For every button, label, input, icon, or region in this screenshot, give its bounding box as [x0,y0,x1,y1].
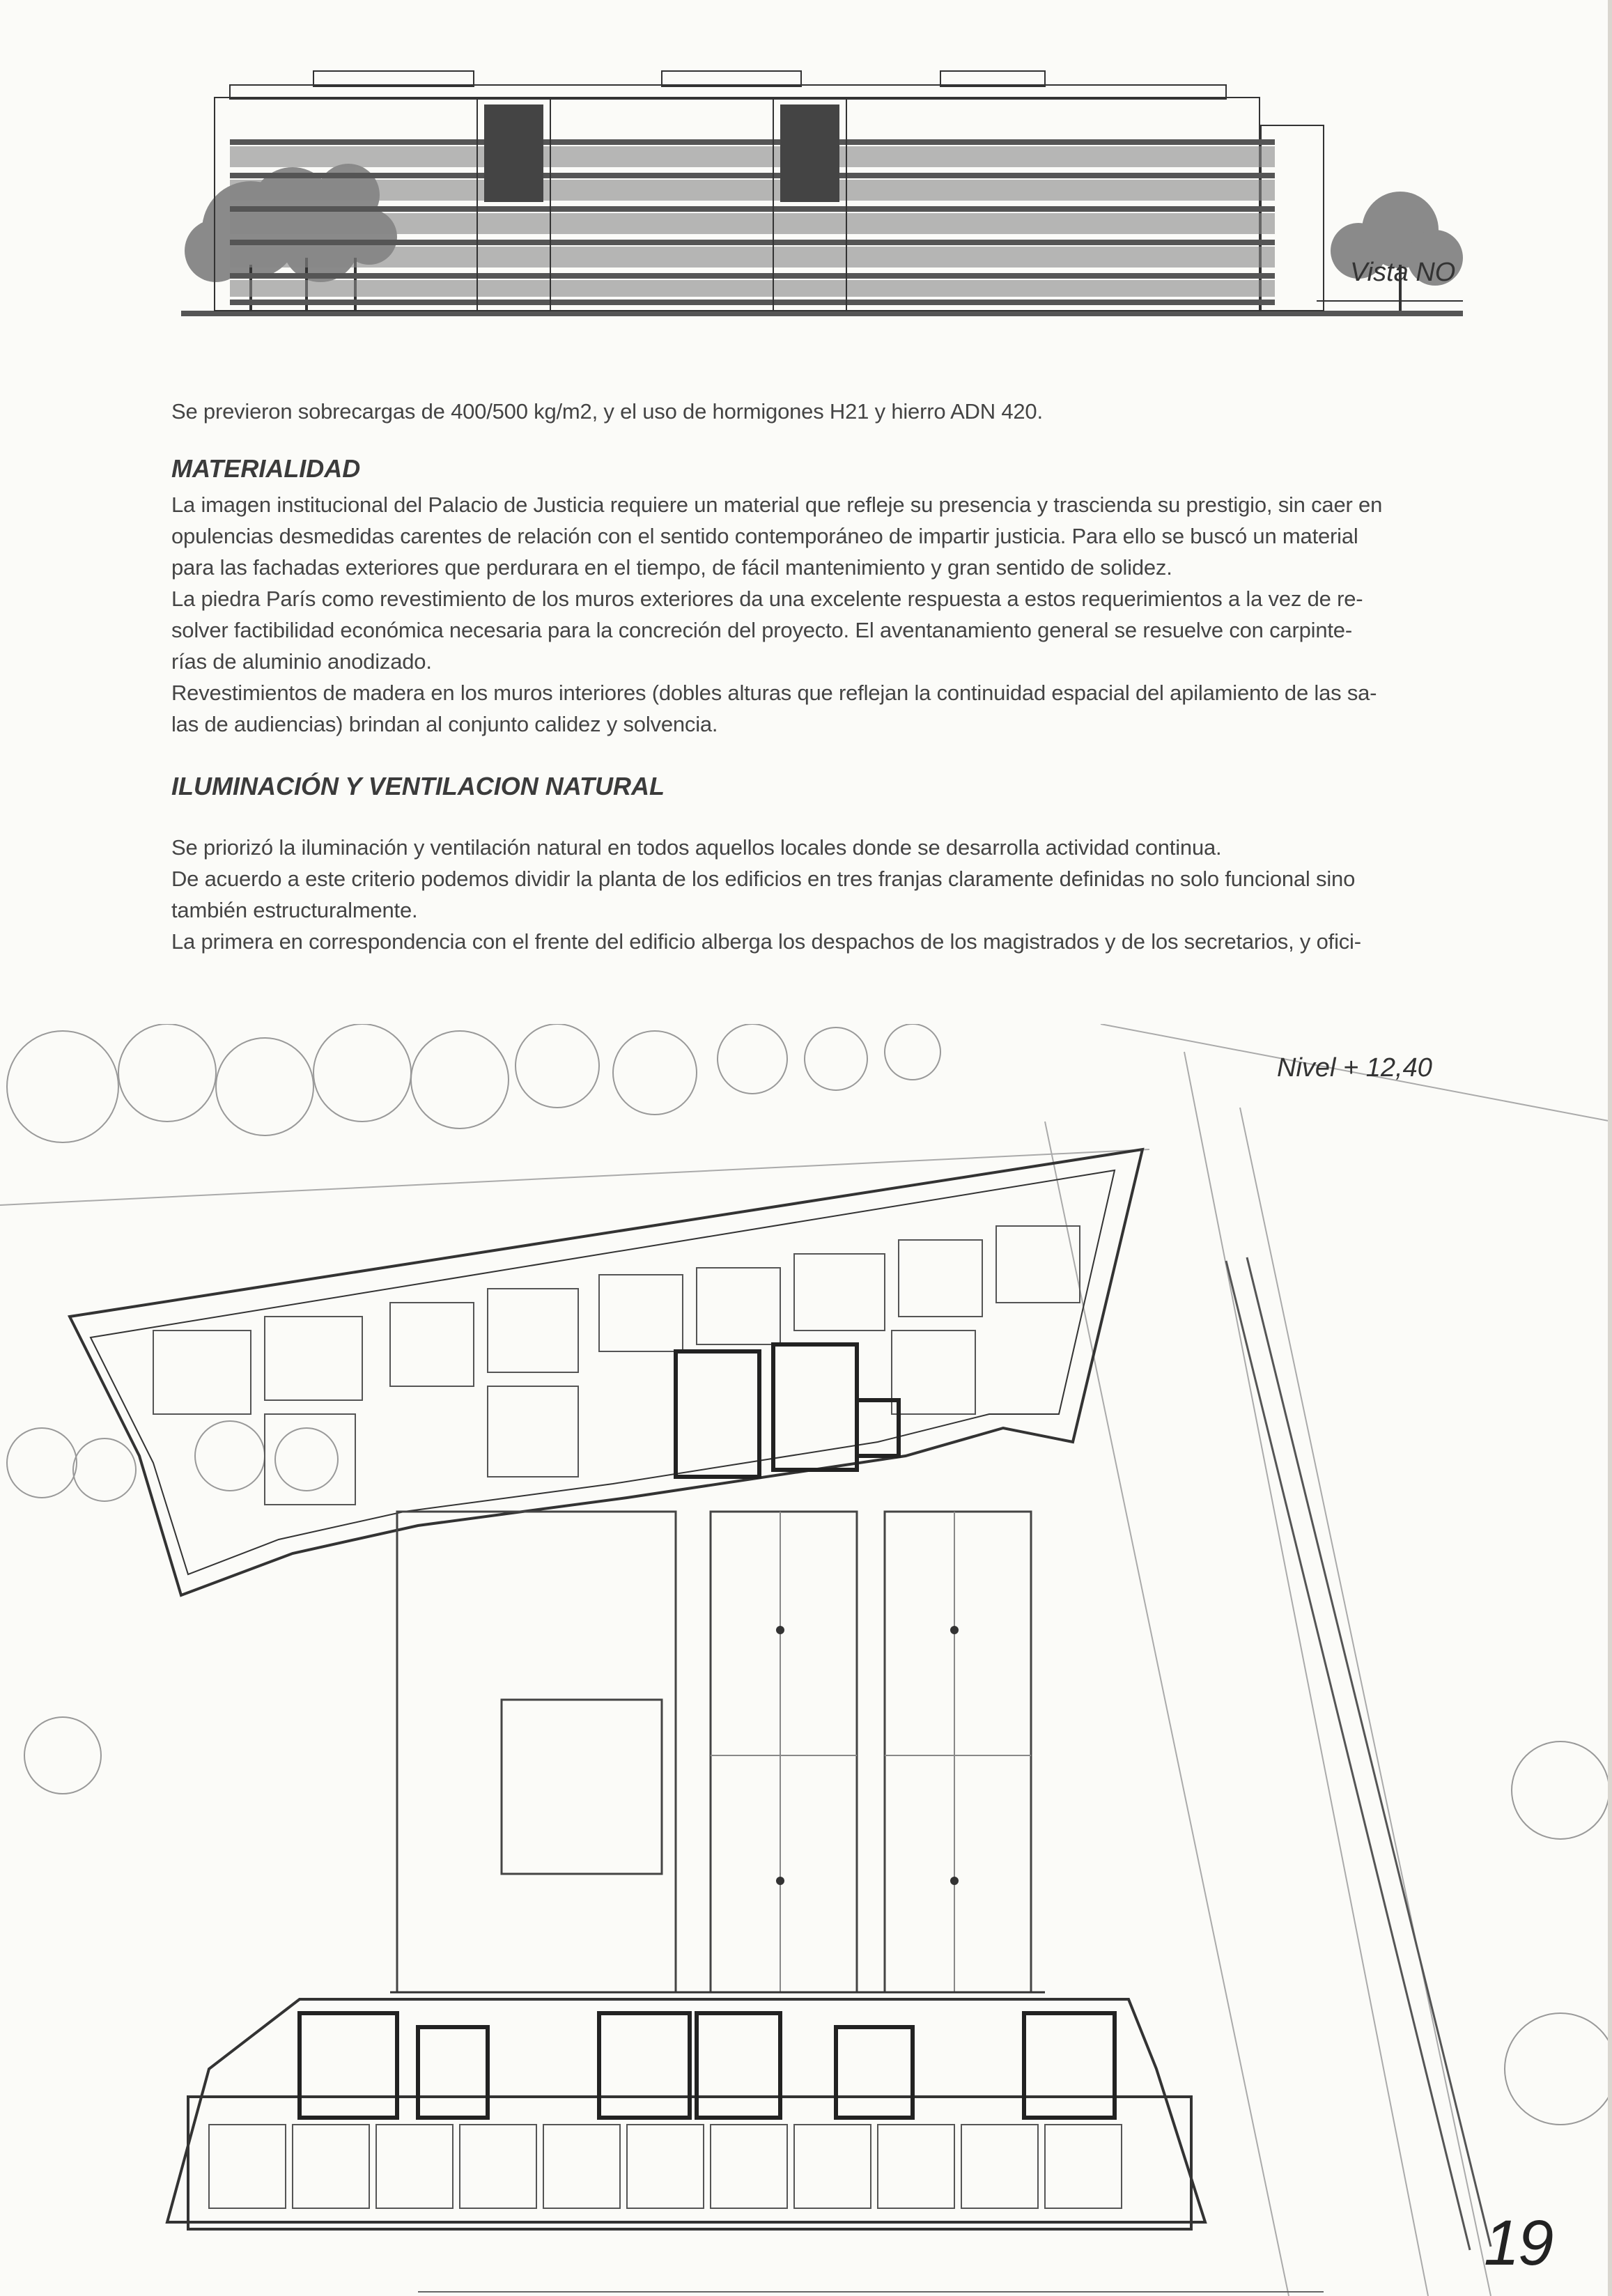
text-line: La primera en correspondencia con el frente del edificio alberga los despachos de los magistrados y de los secretarios, y ofici- [171,929,1361,954]
text-line: Se priorizó la iluminación y ventilación natural en todos aquellos locales donde se desarrolla actividad continua. [171,835,1222,860]
iluminacion-body [171,832,1488,957]
tree-canopies [7,1024,1612,2125]
site-lines [0,1024,1612,2296]
text-line: solver factibilidad económica necesaria para la concreción del proyecto. El aventanamiento general se resuelve con carpinte- [171,618,1352,642]
courtyard [397,1512,1031,1992]
text-line: La imagen institucional del Palacio de Justicia requiere un material que refleje su presencia y trascienda su prestigio, sin caer en [171,492,1383,517]
text-line: rías de aluminio anodizado. [171,649,432,674]
text-line: De acuerdo a este criterio podemos dividir la planta de los edificios en tres franjas claramente definidas no solo funcional sino [171,867,1356,891]
text-line: La piedra París como revestimiento de los muros exteriores da una excelente respuesta a estos requerimientos a la vez de re- [171,587,1363,611]
text-line: también estructuralmente. [171,898,418,922]
north-building-rooms [153,1226,1080,1505]
stair-core-left [484,104,543,202]
northwest-elevation-drawing [174,56,1470,334]
text-line: para las fachadas exteriores que perdurara en el tiempo, de fácil mantenimiento y gran sentido de solidez. [171,555,1172,580]
south-building-rooms [209,2125,1122,2208]
ground-line [181,311,1463,316]
text-line: opulencias desmedidas carentes de relación con el sentido contemporáneo de impartir justicia. Para ello se buscó un material [171,524,1358,548]
text-line: Revestimientos de madera en los muros interiores (dobles alturas que reflejan la continuidad espacial del apilamiento de las sa- [171,681,1377,705]
iluminacion-heading: ILUMINACIÓN Y VENTILACION NATURAL [171,772,665,800]
intro-paragraph: Se previeron sobrecargas de 400/500 kg/m2, y el uso de hormigones H21 y hierro ADN 420. [171,399,1043,424]
north-building [70,1149,1142,1595]
text-line: las de audiencias) brindan al conjunto calidez y solvencia. [171,712,718,736]
stair-core-right [780,104,839,202]
south-building [167,1999,1205,2229]
materialidad-body [171,489,1488,740]
south-building-cores [300,2013,1115,2118]
rail-track [1226,1257,1491,2250]
courtyard-grid [711,1512,1031,1992]
materialidad-heading: MATERIALIDAD [171,454,361,483]
plan-level-label: Nivel + 12,40 [1277,1053,1432,1083]
page-edge [1608,0,1612,2296]
elevation-label: Vista NO [1350,258,1456,287]
floor-plan-drawing [0,1024,1612,2296]
page-number: 19 [1484,2208,1553,2279]
